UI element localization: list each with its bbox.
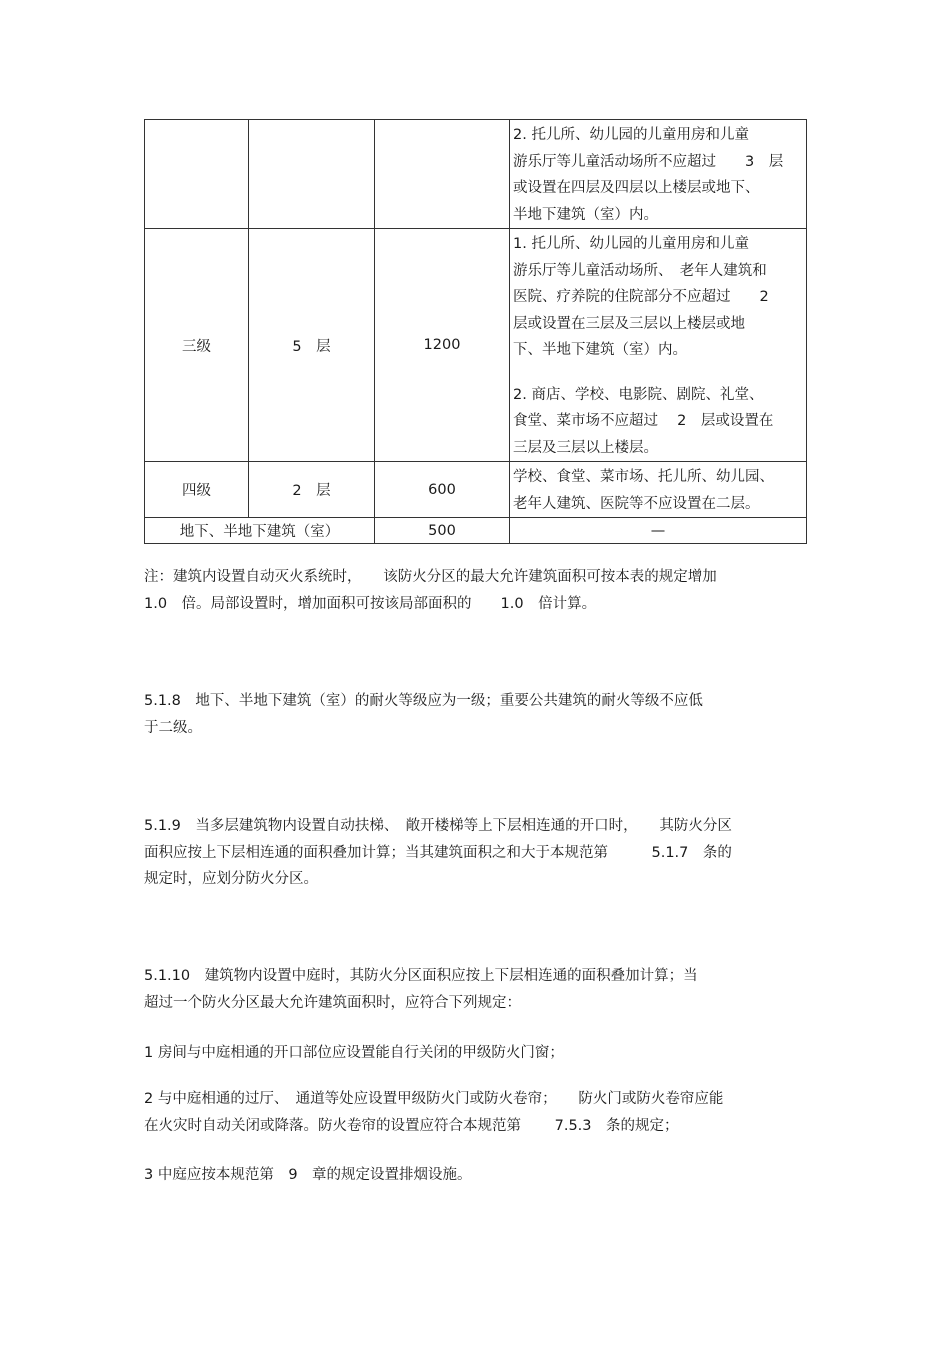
text-line: 在火灾时自动关闭或降落。防火卷帘的设置应符合本规范第 7.5.3 条的规定；	[144, 1117, 679, 1134]
table-note	[144, 564, 809, 617]
table-cell-restriction	[510, 120, 807, 229]
text-line: 1.0 倍。局部设置时，增加面积可按该局部面积的 1.0 倍计算。	[144, 595, 597, 612]
paragraph-gap	[513, 364, 804, 382]
clause-5-1-8	[144, 688, 809, 741]
cell-line: 或设置在四层及四层以上楼层或地下、	[513, 180, 760, 196]
table-cell-grade: 三级	[145, 229, 249, 462]
text-line: 面积应按上下层相连通的面积叠加计算；当其建筑面积之和大于本规范第 5.1.7 条的	[144, 844, 732, 861]
table-row	[145, 462, 807, 518]
text-line: 5.1.10 建筑物内设置中庭时，其防火分区面积应按上下层相连通的面积叠加计算；当	[144, 968, 698, 984]
clause-5-1-10	[144, 963, 809, 1016]
cell-line: 2. 托儿所、幼儿园的儿童用房和儿童	[513, 127, 749, 143]
cell-line: 三层及三层以上楼层。	[513, 439, 658, 456]
text-line: 规定时，应划分防火分区。	[144, 871, 318, 887]
cell-line: 学校、食堂、菜市场、托儿所、幼儿园、	[513, 469, 774, 485]
table-cell-area: 500	[375, 518, 510, 544]
table-cell-underground: 地下、半地下建筑（室）	[145, 518, 375, 544]
cell-line: 2. 商店、学校、电影院、剧院、礼堂、	[513, 386, 764, 403]
text-line: 3 中庭应按本规范第 9 章的规定设置排烟设施。	[144, 1167, 472, 1183]
cell-line: 下、半地下建筑（室）内。	[513, 342, 687, 358]
cell-line: 半地下建筑（室）内。	[513, 206, 658, 223]
table-cell-restriction	[510, 229, 807, 462]
table-cell-floors: 5 层	[249, 229, 375, 462]
text-line: 注：建筑内设置自动灭火系统时， 该防火分区的最大允许建筑面积可按本表的规定增加	[144, 569, 717, 585]
cell-line: 食堂、菜市场不应超过 2 层或设置在	[513, 413, 774, 429]
cell-line: 1. 托儿所、幼儿园的儿童用房和儿童	[513, 236, 749, 252]
cell-line: 游乐厅等儿童活动场所不应超过 3 层	[513, 153, 784, 170]
table-row	[145, 229, 807, 462]
cell-line: 老年人建筑、医院等不应设置在二层。	[513, 495, 760, 512]
cell-line: 游乐厅等儿童活动场所、 老年人建筑和	[513, 262, 767, 279]
fire-compartment-table	[144, 119, 807, 544]
table-row	[145, 120, 807, 229]
clause-item-1	[144, 1040, 809, 1067]
table-cell-restriction	[510, 462, 807, 518]
table-cell-restriction: —	[510, 518, 807, 544]
clause-5-1-9	[144, 813, 809, 893]
table-cell	[375, 120, 510, 229]
clause-item-3	[144, 1162, 809, 1189]
clause-item-2	[144, 1086, 809, 1139]
text-line: 1 房间与中庭相通的开口部位应设置能自行关闭的甲级防火门窗；	[144, 1045, 564, 1061]
cell-line: 层或设置在三层及三层以上楼层或地	[513, 315, 745, 332]
text-line: 超过一个防火分区最大允许建筑面积时，应符合下列规定：	[144, 994, 521, 1011]
table-cell-floors: 2 层	[249, 462, 375, 518]
table-cell	[145, 120, 249, 229]
text-line: 5.1.8 地下、半地下建筑（室）的耐火等级应为一级；重要公共建筑的耐火等级不应低	[144, 693, 703, 709]
text-line: 5.1.9 当多层建筑物内设置自动扶梯、 敞开楼梯等上下层相连通的开口时， 其防火分区	[144, 818, 732, 834]
table-cell	[249, 120, 375, 229]
table-cell-area: 1200	[375, 229, 510, 462]
table-cell-area: 600	[375, 462, 510, 518]
table-row	[145, 518, 807, 544]
table-cell-grade: 四级	[145, 462, 249, 518]
text-line: 2 与中庭相通的过厅、 通道等处应设置甲级防火门或防火卷帘； 防火门或防火卷帘应能	[144, 1091, 724, 1107]
text-line: 于二级。	[144, 719, 202, 736]
cell-line: 医院、疗养院的住院部分不应超过 2	[513, 289, 769, 305]
